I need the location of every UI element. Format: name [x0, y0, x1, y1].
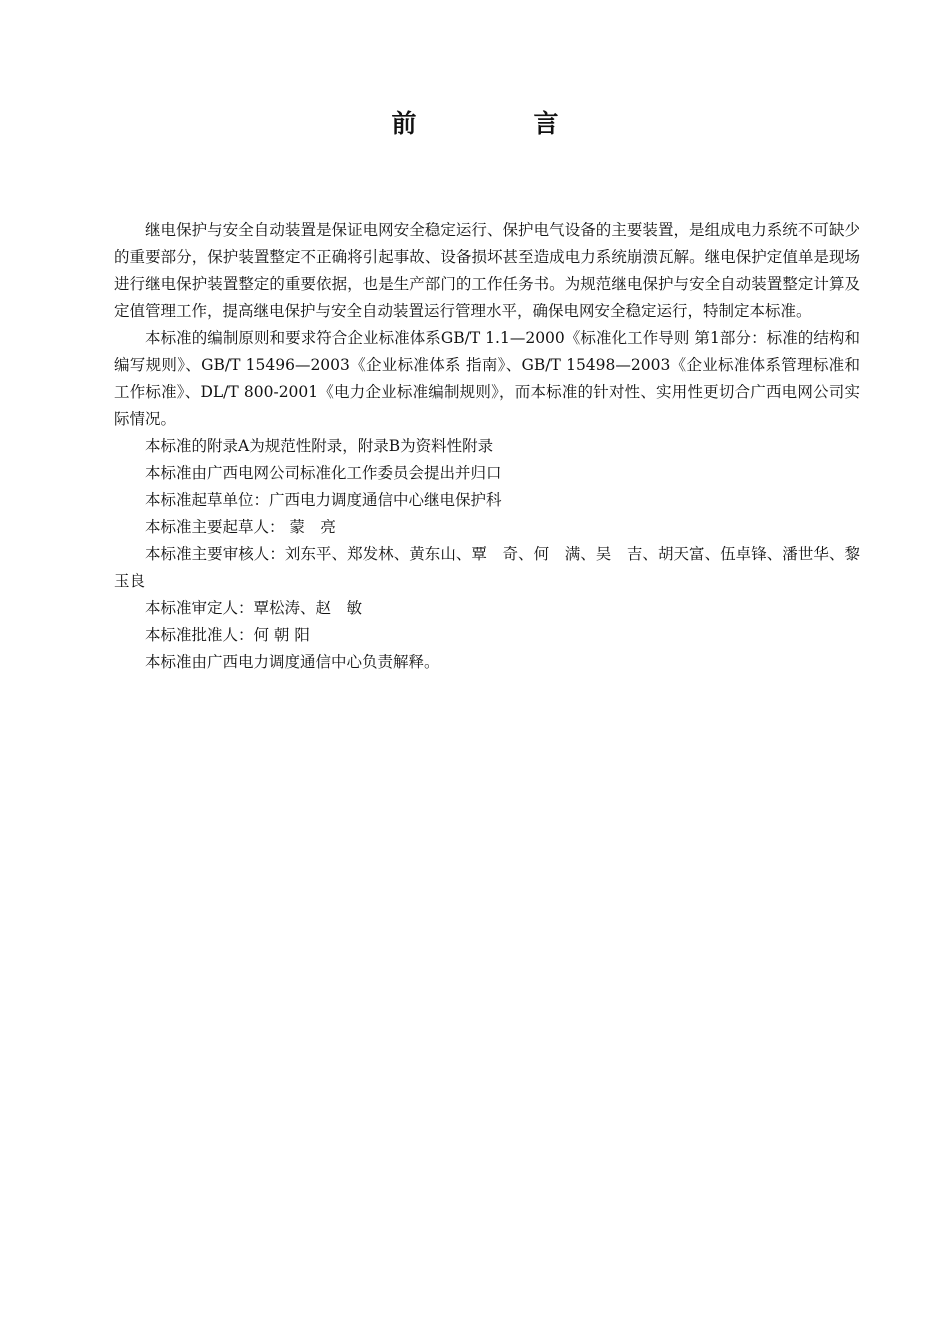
- paragraph-purpose: 继电保护与安全自动装置是保证电网安全稳定运行、保护电气设备的主要装置，是组成电力系统不可缺少的重要部分，保护装置整定不正确将引起事故、设备损坏甚至造成电力系统崩溃瓦解。继电保护定值单是现场进行继电保护装置整定的重要依据，也是生产部门的工作任务书。为规范继电保护与安全自动装置整定计算及定值管理工作，提高继电保护与安全自动装置运行管理水平，确保电网安全稳定运行，特制定本标准。: [114, 221, 860, 320]
- paragraph-compilation-principles: 本标准的编制原则和要求符合企业标准体系GB/T 1.1—2000《标准化工作导则 第1部分：标准的结构和编写规则》、GB/T 15496—2003《企业标准体系 指南》、GB/T 15498—2003《企业标准体系管理标准和工作标准》、DL/T 800-2001《电力企业标准编制规则》，而本标准的针对性、实用性更切合广西电网公司实际情况。: [114, 329, 860, 428]
- page-title: 前 言: [391, 109, 605, 138]
- paragraph-proposer: 本标准由广西电网公司标准化工作委员会提出并归口: [145, 464, 502, 482]
- paragraph-approver-review: 本标准审定人：覃松涛、赵 敏: [145, 599, 363, 617]
- paragraph-authorizer: 本标准批准人：何 朝 阳: [145, 626, 310, 644]
- paragraph-drafting-unit: 本标准起草单位：广西电力调度通信中心继电保护科: [145, 491, 502, 509]
- foreword-body: [114, 217, 860, 676]
- paragraph-interpretation: 本标准由广西电力调度通信中心负责解释。: [145, 653, 440, 671]
- paragraph-drafter: 本标准主要起草人： 蒙 亮: [145, 518, 336, 536]
- paragraph-appendix: 本标准的附录A为规范性附录，附录B为资料性附录: [145, 437, 494, 455]
- paragraph-reviewers: 本标准主要审核人：刘东平、郑发林、黄东山、覃 奇、何 满、吴 吉、胡天富、伍卓锋、潘世华、黎玉良: [114, 545, 860, 590]
